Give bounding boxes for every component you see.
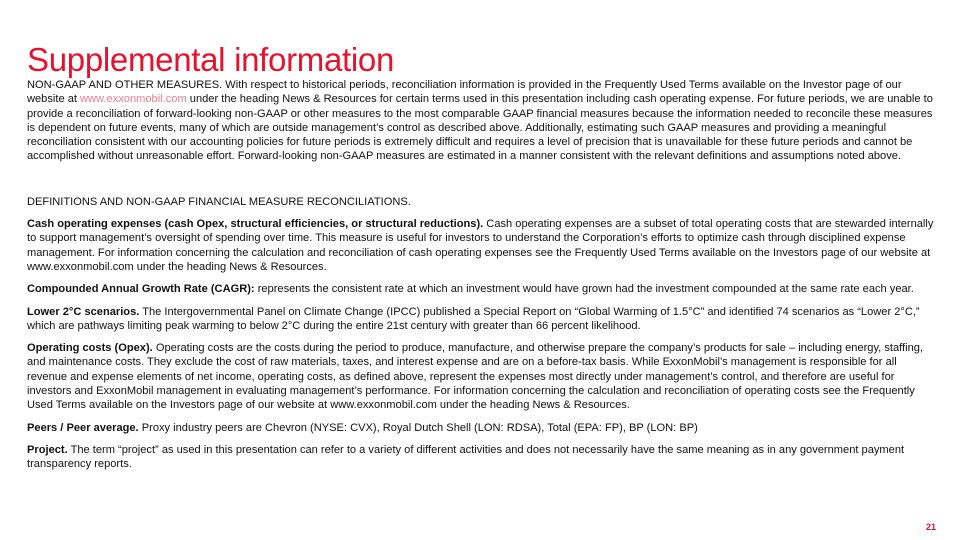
definition-text: represents the consistent rate at which an investment would have grown had the investment compounded at the same rate each year. [254, 283, 914, 296]
definition-operating-costs [27, 341, 937, 412]
supplemental-content [27, 78, 937, 480]
definition-text: Cash operating expenses are a subset of total operating costs that are stewarded internally to support management’s oversight of spending over time. This measure is useful for investors to understand the Corporation’s efforts to optimize cash through disciplined expense management. For information concerning the calculation and reconciliation of cash operating expenses see the Frequently Used Terms available on the Investors page of our website at www.exxonmobil.com under the heading News & Resources. [27, 218, 934, 273]
definition-text: The Intergovernmental Panel on Climate Change (IPCC) published a Special Report on “Global Warming of 1.5°C” and identified 74 scenarios as “Lower 2°C,” which are pathways limiting peak warming to below 2°C during the entire 21st century with greater than 66 percent likelihood. [27, 305, 920, 332]
page-title: Supplemental information [27, 41, 395, 79]
definition-term: Project. [27, 443, 68, 456]
exxonmobil-website-link[interactable]: www.exxonmobil.com [80, 93, 187, 106]
definition-text: The term “project” as used in this presentation can refer to a variety of different activities and does not necessarily have the same meaning as in any government payment transparency reports. [27, 443, 905, 471]
definition-term: Operating costs (Opex). [27, 342, 153, 355]
definition-cagr [27, 282, 937, 296]
definition-term: Cash operating expenses (cash Opex, structural efficiencies, or structural reductions). [27, 218, 484, 231]
non-gaap-text-part2: under the heading News & Resources for certain terms used in this presentation including cash operating expense. For future periods, we are unable to provide a reconciliation of forward-looking non-GAAP or other measures to the most comparable GAAP financial measures because the information needed to reconcile these measures is dependent on future events, many of which are outside management’s control as described above. Additionally, estimating such GAAP measures and providing a meaningful reconciliation consistent with our accounting policies for future periods is extremely difficult and requires a level of precision that is unavailable for these future periods and cannot be accomplished without unreasonable effort. Forward-looking non-GAAP measures are estimated in a manner consistent with the relevant definitions and assumptions noted above. [27, 93, 933, 163]
definition-project [27, 443, 937, 472]
definition-cash-operating-expenses [27, 217, 937, 274]
definition-lower-2c-scenarios [27, 305, 937, 334]
definition-term: Compounded Annual Growth Rate (CAGR): [27, 283, 255, 296]
definition-text: Operating costs are the costs during the period to produce, manufacture, and otherwise prepare the company’s products for sale – including energy, staffing, and maintenance costs. They exclude the cost of raw materials, taxes, and interest expense and are on a before-tax basis. While ExxonMobil’s management is responsible for all revenue and expense elements of net income, operating costs, as defined above, represent the expenses most directly under management’s control, and therefore are useful for investors and ExxonMobil management in evaluating management’s performance. For information concerning the calculation and reconciliation of operating costs see the Frequently Used Terms available on the Investors page of our website at www.exxonmobil.com under the heading News & Resources. [27, 342, 923, 412]
non-gaap-text-part1: NON-GAAP AND OTHER MEASURES. With respect to historical periods, reconciliation information is provided in the Frequently Used Terms available on the Investor page of our website at [27, 79, 902, 106]
definition-term: Peers / Peer average. [27, 421, 139, 434]
definitions-heading: DEFINITIONS AND NON-GAAP FINANCIAL MEASURE RECONCILIATIONS. [27, 195, 411, 208]
page-number: 21 [925, 522, 936, 532]
non-gaap-paragraph [27, 78, 937, 164]
definition-text: Proxy industry peers are Chevron (NYSE: CVX), Royal Dutch Shell (LON: RDSA), Total (EPA: FP), BP (LON: BP) [138, 421, 698, 434]
definition-peers [27, 421, 937, 435]
definition-term: Lower 2°C scenarios. [27, 305, 140, 318]
